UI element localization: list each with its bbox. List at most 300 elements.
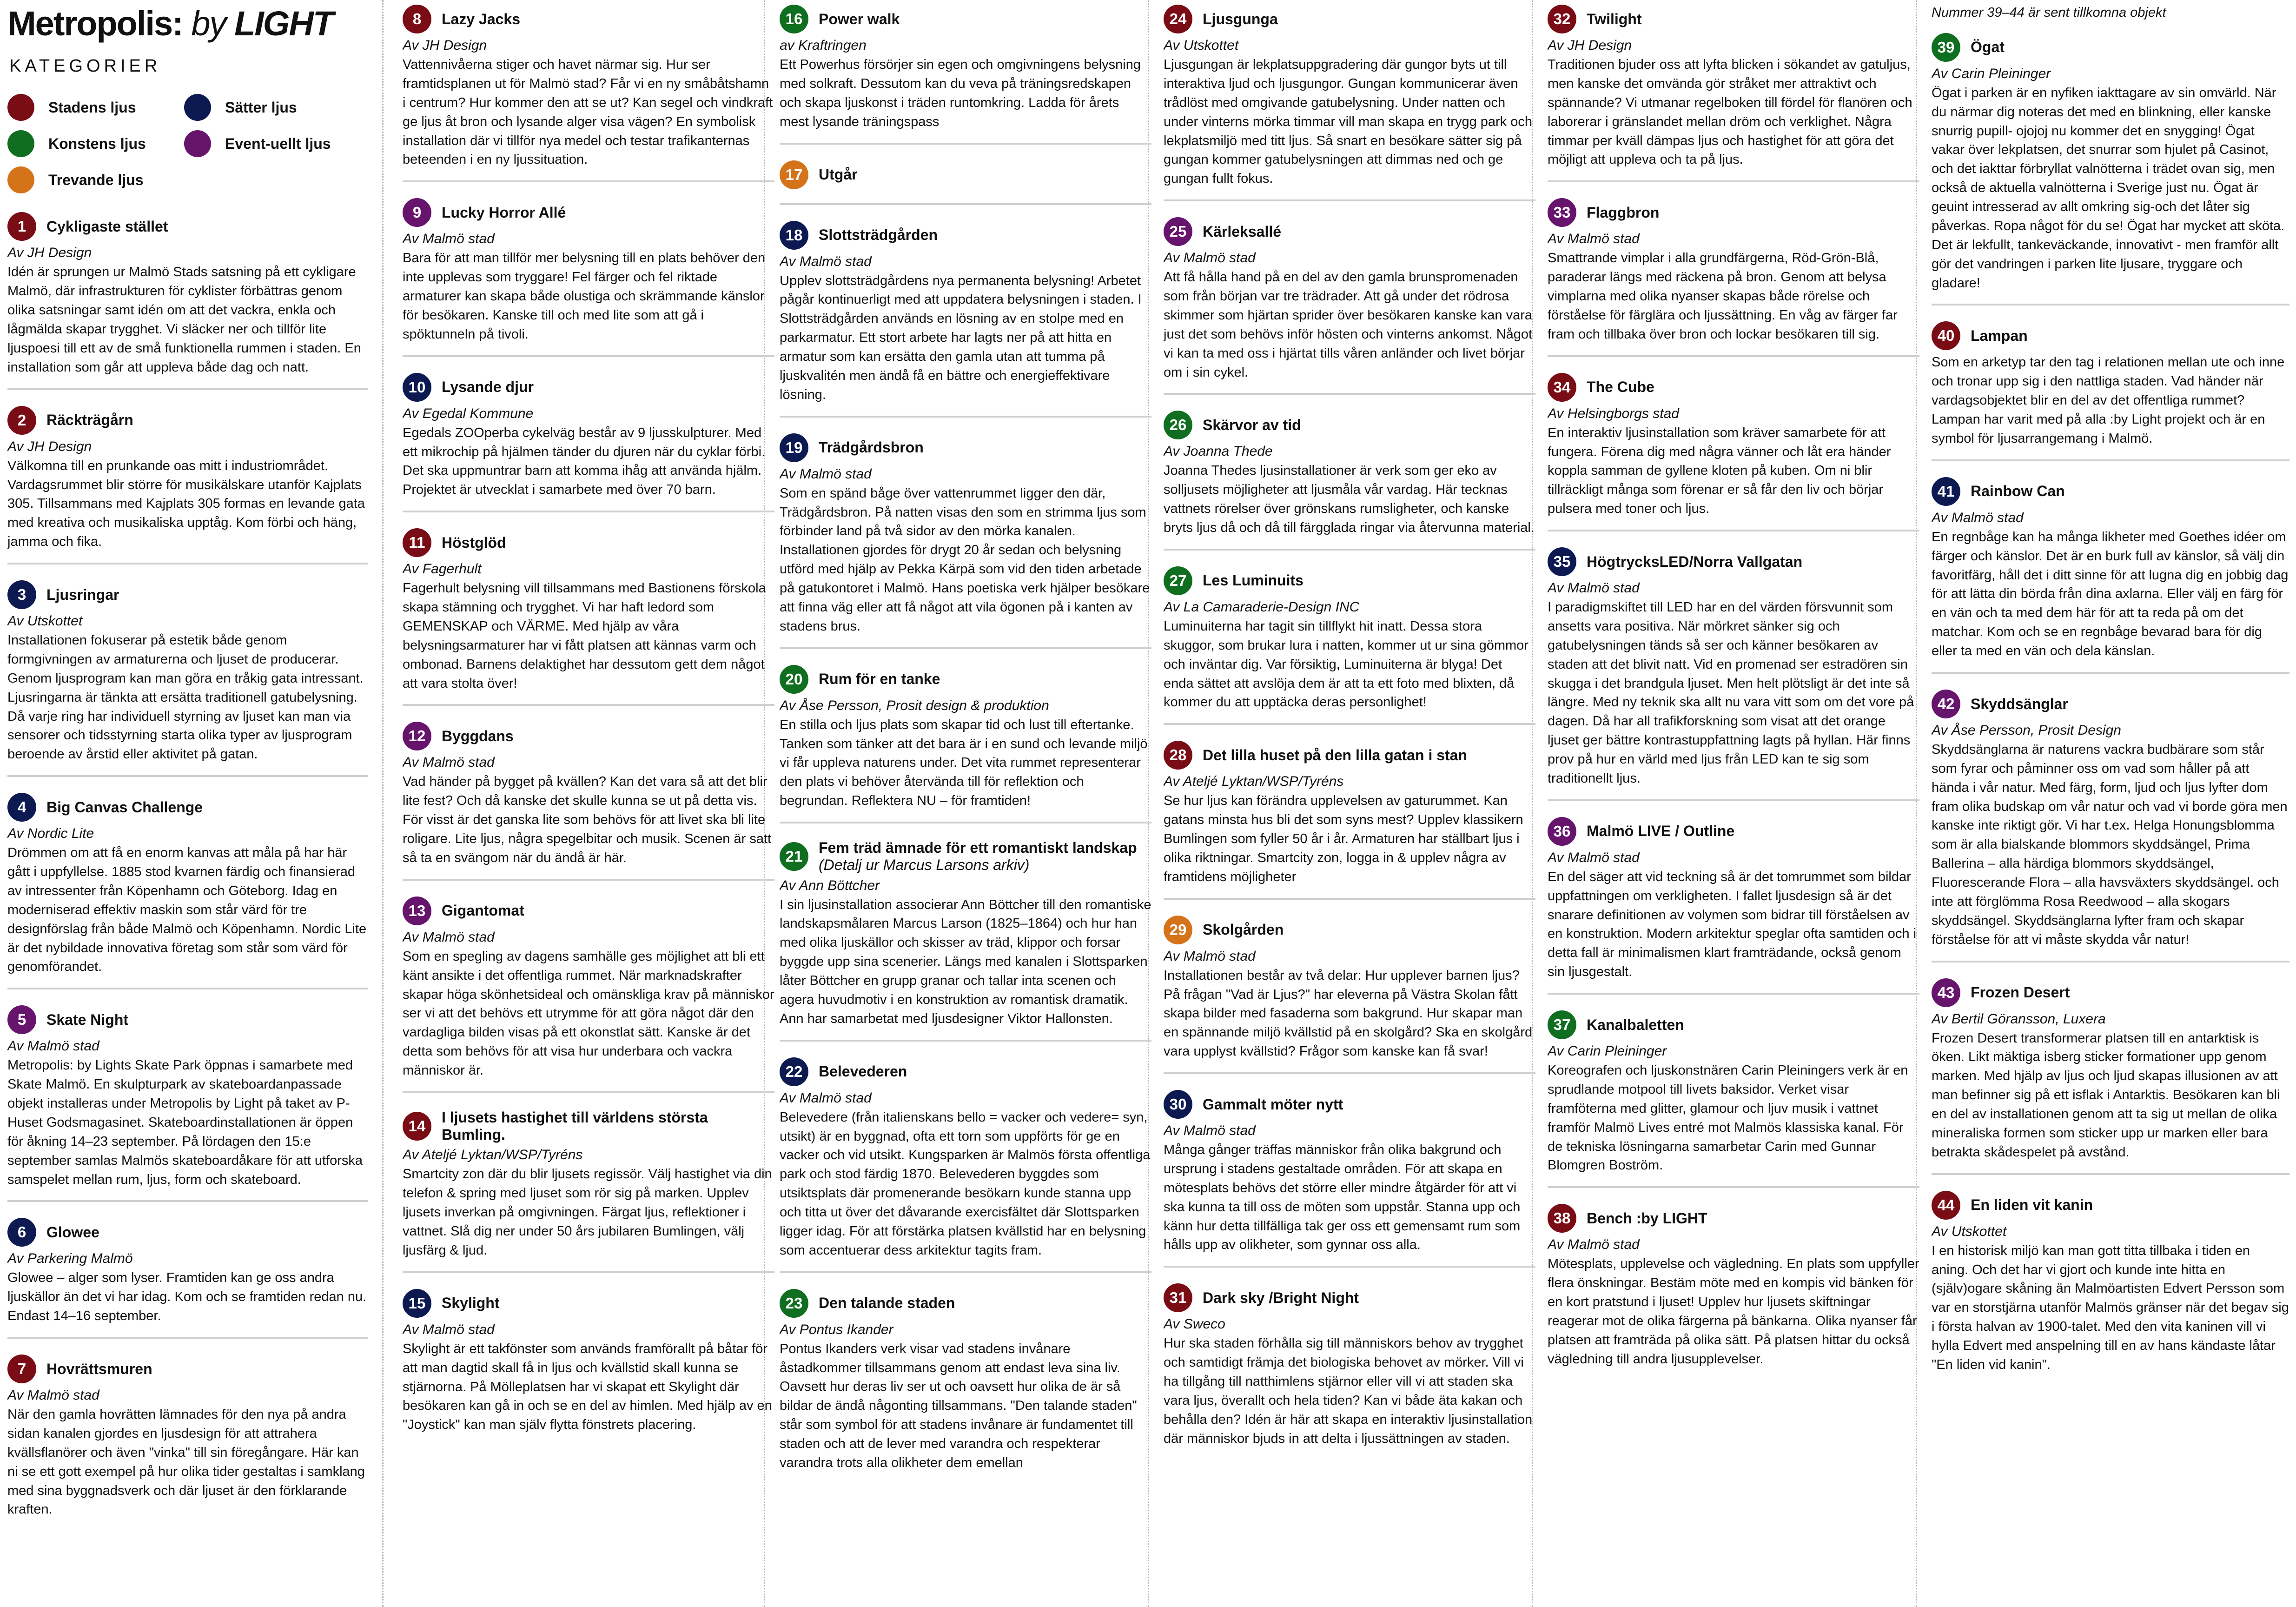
column-2 bbox=[403, 5, 774, 1604]
category-dot-icon bbox=[7, 130, 34, 157]
legend-item-satter bbox=[184, 94, 361, 121]
entry-number-badge: 6 bbox=[7, 1218, 36, 1247]
entry-text: Ögat i parken är en nyfiken iakttagare av sin omvärld. När du närmar dig noteras det med en blinkning, eller kanske snurrig pupill- ojojoj nu kommer det en snygging! Ögat vakar över lekplatsen, det snurrar som hjulet på Casinot, och det iakttar förbryllat valnötterna i trädet ovan sig, men också de aktuella valnötterna i Sverige just nu. Ögat är geuint intresserad av allt omkring sig-och det låter sig påverkas. Ropa något för du se! Ögat har mycket att sköta. Det är lekfullt, tankeväckande, innovativt - men framför allt gör det vandringen i parken lite ljusare, tryggare och gladare! bbox=[1932, 85, 2285, 291]
entry-number-badge: 21 bbox=[780, 842, 808, 871]
entry-number-badge: 27 bbox=[1164, 566, 1192, 595]
entry-title-text: Ljusringar bbox=[46, 586, 119, 603]
entry-title bbox=[442, 902, 524, 919]
entry-text: Drömmen om att få en enorm kanvas att måla på har här gått i uppfyllelse. 1885 stod kvarnen färdig och finansierad av intressenter från Köpenhamn och Göteborg. Idag en moderniserad effektiv maskin som står värd för tre designförslag från både Malmö och Köpenhamn. Nordic Lite är det nybildade innovativa företag som står som värd för genomförandet. bbox=[7, 845, 367, 975]
entry-title-text: Lysande djur bbox=[442, 379, 534, 396]
entry-title-text: Utgår bbox=[819, 166, 858, 183]
entry-author: Av Malmö stad bbox=[403, 231, 495, 247]
entry-author: Av Bertil Göransson, Luxera bbox=[1932, 1011, 2106, 1027]
entry-19 bbox=[780, 433, 1151, 649]
entry-text: Frozen Desert transformerar platsen till en antarktisk is öken. Likt mäktiga isberg sticker formationer upp genom marken. Med hjälp av ljus och ljud skapas illusionen av att man befinner sig på ett isflak i Antarktis. Besökaren kan bli en del av installationen genom att ta sig ut mellan de olika mineraliska formen som sticker upp ur marken eller bara betrakta skådespelet på avstånd. bbox=[1932, 1030, 2280, 1160]
category-dot-icon bbox=[184, 94, 211, 121]
categories-heading: KATEGORIER bbox=[9, 56, 161, 76]
entry-text: Joanna Thedes ljusinstallationer är verk som ger eko av solljusets möjligheter att ljusmåla vår vardag. Här tecknas vattnets rörelser över grönskans rumsligheter, och kanske bryts ljus då och då till färgglada ringar via återvunna material. bbox=[1164, 463, 1535, 535]
entry-number-badge: 12 bbox=[403, 722, 431, 750]
entry-number-badge: 15 bbox=[403, 1289, 431, 1318]
entry-number-badge: 42 bbox=[1932, 690, 1960, 718]
entry-list bbox=[780, 5, 1151, 1484]
entry-author: Av Sweco bbox=[1164, 1316, 1225, 1332]
legend-label: Stadens ljus bbox=[48, 99, 136, 116]
entry-text: Egedals ZOOperba cykelväg består av 9 ljusskulpturer. Med ett mikrochip på hjälmen tänder du djuren när du cyklar förbi. Det ska uppmuntrar barn att komma ihåg att använda hjälm. Projektet är utvecklat i samarbete med över 70 barn. bbox=[403, 425, 766, 498]
entry-number-badge: 39 bbox=[1932, 33, 1960, 62]
entry-header bbox=[1548, 817, 1919, 846]
entry-title bbox=[1971, 984, 2070, 1001]
entry-author: Av Utskottet bbox=[1932, 1223, 2007, 1239]
entry-31 bbox=[1164, 1283, 1535, 1459]
entry-author: Av JH Design bbox=[403, 38, 487, 53]
late-entries-note: Nummer 39–44 är sent tillkomna objekt bbox=[1932, 5, 2166, 20]
entry-title-text: Lampan bbox=[1971, 327, 2028, 345]
entry-title-text: Skärvor av tid bbox=[1203, 416, 1301, 433]
entry-number-badge: 43 bbox=[1932, 978, 1960, 1007]
entry-header bbox=[7, 793, 368, 822]
entry-text: Välkomna till en prunkande oas mitt i industriområdet. Vardagsrummet blir större för musikälskare utanför Kajplats 305. Tillsammans med Kajplats 305 formas en levande gata med kreativa och musikaliska upptåg. Kom förbi och häng, jamma och fika. bbox=[7, 458, 365, 550]
entry-title bbox=[1971, 327, 2028, 345]
entry-title bbox=[1971, 1196, 2093, 1214]
entry-41 bbox=[1932, 477, 2289, 674]
entry-28 bbox=[1164, 741, 1535, 899]
entry-author: Av Ateljé Lyktan/WSP/Tyréns bbox=[1164, 774, 1344, 790]
entry-header bbox=[1548, 198, 1919, 227]
entry-author: Av JH Design bbox=[7, 438, 92, 454]
entry-title-text: I ljusets hastighet till världens största Bumling. bbox=[442, 1109, 708, 1143]
entry-2 bbox=[7, 406, 368, 564]
entry-6 bbox=[7, 1218, 368, 1339]
entry-title-text: Skylight bbox=[442, 1295, 500, 1312]
entry-title bbox=[1587, 1210, 1707, 1227]
entry-14 bbox=[403, 1109, 774, 1273]
entry-author: Av Malmö stad bbox=[403, 929, 495, 945]
entry-title-text: Skate Night bbox=[46, 1011, 129, 1028]
entry-header bbox=[7, 1355, 368, 1383]
entry-author: Av Nordic Lite bbox=[7, 826, 94, 842]
column-divider bbox=[382, 0, 384, 1607]
entry-author: Av Malmö stad bbox=[1164, 250, 1256, 266]
entry-title-text: Flaggbron bbox=[1587, 204, 1660, 221]
entry-title-text: Gigantomat bbox=[442, 902, 524, 919]
column-6 bbox=[1932, 5, 2289, 1604]
entry-text: Metropolis: by Lights Skate Park öppnas i samarbete med Skate Malmö. En skulpturpark av skateboardanpassade objekt installeras under Metropolis by Light på taket av P-Huset Godsmagasinet. Skateboardinstallationen är öppen för åkning 14–23 september. På lördagen den 15:e september samlas Malmös skateboardåkare för att utforska samspelet mellan rum, ljus, form och skateboard. bbox=[7, 1058, 363, 1187]
entry-title-text: Rainbow Can bbox=[1971, 483, 2065, 500]
entry-author: Av Malmö stad bbox=[1164, 948, 1256, 964]
entry-text: En stilla och ljus plats som skapar tid och lust till eftertanke. Tanken som tänker att det bara är i en sund och levande miljö vi får uppleva naturens under. Det vita rummet representerar den plats vi behöver återvända till för reflektion och begrundan. Reflektera NU – för framtiden! bbox=[780, 717, 1148, 809]
entry-title bbox=[1203, 1289, 1359, 1307]
entry-header bbox=[7, 1218, 368, 1247]
legend-item-trevande bbox=[7, 166, 184, 193]
entry-header bbox=[1932, 321, 2289, 350]
entry-number-badge: 5 bbox=[7, 1005, 36, 1034]
entry-text: En regnbåge kan ha många likheter med Goethes idéer om färger och känslor. Det är en burk full av känslor, så välj din favoritfärg, håll det i ditt sinne för att lugna dig en jobbig dag för att lätta din börda från dina axlarna. Eller välj en färg för en vän och ta med dem här för att ta reda på om det matchar. Kom och se en regnbåge bevarad bara för dig eller ta med en vän och dela känslan. bbox=[1932, 529, 2289, 659]
entry-header bbox=[7, 212, 368, 241]
entry-number-badge: 17 bbox=[780, 160, 808, 189]
entry-header bbox=[1932, 690, 2289, 718]
entry-25 bbox=[1164, 217, 1535, 395]
entry-title-text: Ögat bbox=[1971, 39, 2005, 56]
entry-number-badge: 4 bbox=[7, 793, 36, 822]
entry-title bbox=[46, 799, 203, 816]
entry-4 bbox=[7, 793, 368, 989]
entry-header bbox=[1932, 33, 2289, 62]
entry-title bbox=[1587, 204, 1659, 221]
legend-label: Event-uellt ljus bbox=[225, 135, 331, 152]
column-3 bbox=[780, 5, 1151, 1604]
entry-header bbox=[403, 722, 774, 750]
entry-header bbox=[1932, 477, 2289, 506]
entry-9 bbox=[403, 198, 774, 357]
entry-37 bbox=[1548, 1010, 1919, 1188]
entry-title bbox=[46, 218, 168, 235]
entry-text: Smartcity zon där du blir ljusets regissör. Välj hastighet via din telefon & spring med ljuset som rör sig på marken. Upplev ljusets inverkan på omgivningen. Färgat ljus, reflektioner i vattnet. Slå dig ner under 50 års jubilaren Bumlingen, välj ljusfärg & ljud. bbox=[403, 1167, 772, 1258]
entry-list bbox=[1932, 33, 2289, 1386]
entry-author: Av Malmö stad bbox=[1548, 580, 1640, 596]
entry-title-note: (Detalj ur Marcus Larsons arkiv) bbox=[819, 856, 1030, 873]
entry-header bbox=[1164, 1090, 1535, 1119]
entry-header bbox=[7, 580, 368, 609]
entry-text: Skylight är ett takfönster som används framförallt på båtar för att man dagtid skall få in ljus och kvällstid skall kunna se stjärnorna. På Mölleplatsen har vi skapat ett Skylight där besökaren kan gå in och se en del av himlen. Med hjälp av en "Joystick" kan man själv flytta fönstrets placering. bbox=[403, 1341, 772, 1433]
entry-text: Som en spänd båge över vattenrummet ligger den där, Trädgårdsbron. På natten visas den som en strimma ljus som förbinder land på två sidor av den mörka kanalen. Installationen gjordes för drygt 20 år sedan och belysning utförd med hjälp av Pekka Kärpä som vid den tiden arbetade på gatukontoret i Malmö. Hans poetiska verk hjälper besökare att finna väg eller att få något att vila ögonen på i kanten av stadens brus. bbox=[780, 485, 1150, 634]
entry-header bbox=[403, 896, 774, 925]
entry-title bbox=[442, 1109, 774, 1143]
entry-number-badge: 35 bbox=[1548, 547, 1576, 576]
entry-author: Av Åse Persson, Prosit design & produktion bbox=[780, 697, 1049, 713]
entry-number-badge: 32 bbox=[1548, 5, 1576, 33]
entry-title-text: Rum för en tanke bbox=[819, 671, 940, 688]
entry-author: Av Pontus Ikander bbox=[780, 1321, 893, 1337]
entry-number-badge: 38 bbox=[1548, 1204, 1576, 1233]
brand-by: by bbox=[191, 5, 226, 43]
entry-title-text: Höstglöd bbox=[442, 534, 506, 551]
entry-40 bbox=[1932, 321, 2289, 461]
entry-author: Av Malmö stad bbox=[1932, 510, 2024, 525]
entry-11 bbox=[403, 528, 774, 706]
entry-number-badge: 9 bbox=[403, 198, 431, 227]
entry-text: Hur ska staden förhålla sig till människors behov av trygghet och samtidigt främja det biologiska behovet av mörker. Vill vi ha tillgång till natthimlens stjärnor eller vill vi att staden ska vara ljus, överallt och hela tiden? Kan vi både äta kakan och behålla den? Idén är här att skapa en interaktiv ljusinstallation där människor bjuds in att delta i ljussättningen av staden. bbox=[1164, 1336, 1533, 1446]
entry-title bbox=[442, 204, 566, 221]
entry-title-text: Skyddsänglar bbox=[1971, 695, 2068, 712]
entry-text: Glowee – alger som lyser. Framtiden kan ge oss andra ljuskällor än det vi har idag. Kom och se framtiden redan nu. Endast 14–16 september. bbox=[7, 1270, 367, 1324]
entry-text: Installationen består av två delar: Hur upplever barnen ljus? På frågan "Vad är Ljus?" har eleverna på Västra Skolan fått skapa bilder med fasaderna som bakgrund. Hur skapar man en spännande miljö kvällstid på en skolgård? Ska en skolgård vara upplyst kvällstid? Frågor som kanske kan få svar! bbox=[1164, 968, 1533, 1059]
entry-text: Smattrande vimplar i alla grundfärgerna, Röd-Grön-Blå, paraderar längs med räckena på bron. Genom att belysa vimplarna med olika nyanser skapas både rörelse och förståelse för färglära och ljussättning. En våg av färger far fram och tillbaka över bron och lockar besökaren till sig. bbox=[1548, 251, 1898, 342]
entry-author: Av Malmö stad bbox=[7, 1038, 99, 1054]
entry-title bbox=[819, 671, 940, 688]
entry-author: Av Utskottet bbox=[1164, 38, 1239, 53]
entry-13 bbox=[403, 896, 774, 1093]
entry-title-text: Cykligaste stället bbox=[46, 218, 168, 235]
entry-title-text: Belevederen bbox=[819, 1063, 907, 1080]
entry-title-text: Gammalt möter nytt bbox=[1203, 1096, 1343, 1113]
entry-text: I sin ljusinstallation associerar Ann Böttcher till den romantiske landskapsmålaren Marcus Larson (1825–1864) och hur han med olika ljuskällor och skisser av träd, klippor och forsar byggde upp sina scenerier. Längs med kanalen i Slottsparken låter Böttcher en grupp granar och tallar inta scenen och agera huvudmotiv i en konstruktion av romantisk dramatik. Ann har samarbetat med ljusdesigner Viktor Hallonsten. bbox=[780, 897, 1151, 1026]
entry-title bbox=[1203, 11, 1278, 28]
entry-author: Av Malmö stad bbox=[1548, 1237, 1640, 1253]
entry-title bbox=[1203, 1096, 1343, 1113]
entry-number-badge: 25 bbox=[1164, 217, 1192, 246]
entry-author: Av Malmö stad bbox=[1548, 850, 1640, 865]
entry-title bbox=[1203, 572, 1303, 589]
entry-header bbox=[780, 433, 1151, 462]
entry-text: Belevedere (från italienskans bello = vacker och vedere= syn, utsikt) är en byggnad, ofta ett torn som uppförts för ge en vacker och vid utsikt. Kungsparken är Malmös första offentliga park och stod färdig 1870. Belevederen byggdes som utsiktsplats där promenerande besökarn kunde stanna upp och titta ut över det dåvarande exercisfältet där Slottsparken ligger idag. För att förstärka platsen kvällstid har en belysning som accentuerar dess arkitektur tagits fram. bbox=[780, 1109, 1151, 1258]
entry-26 bbox=[1164, 411, 1535, 551]
entry-header bbox=[1164, 411, 1535, 439]
entry-title bbox=[819, 1295, 955, 1312]
entry-number-badge: 33 bbox=[1548, 198, 1576, 227]
entry-35 bbox=[1548, 547, 1919, 801]
entry-title-text: Ljusgunga bbox=[1203, 10, 1278, 27]
entry-number-badge: 10 bbox=[403, 373, 431, 402]
entry-number-badge: 14 bbox=[403, 1112, 431, 1141]
entry-author: Av La Camaraderie-Design INC bbox=[1164, 599, 1360, 615]
entry-text: En interaktiv ljusinstallation som kräver samarbete för att fungera. Förena dig med några vänner och låt era händer koppla samman de gyllene kloten på kuben. Om ni blir tillräckligt många som förenar er så får den liv och börjar pulsera med toner och ljus. bbox=[1548, 425, 1891, 517]
entry-text: Upplev slottsträdgårdens nya permanenta belysning! Arbetet pågår kontinuerligt med att uppdatera belysningen i staden. I Slottsträdgården används en lösning av en stolpe med en parkarmatur. Ett stort arbete har lagts ner på att hitta en armatur som kan ersätta den gamla utan att tumma på ljuskvalitén men ändå få en bättre och energieffektivare lösning. bbox=[780, 273, 1142, 402]
entry-title-text: Twilight bbox=[1587, 10, 1642, 27]
entry-title bbox=[1587, 823, 1734, 840]
entry-title-text: Lazy Jacks bbox=[442, 10, 521, 27]
brand-title bbox=[7, 5, 368, 42]
entry-header bbox=[1164, 5, 1535, 33]
entry-title bbox=[442, 728, 514, 745]
entry-author: Av Malmö stad bbox=[7, 1388, 99, 1403]
entry-text: Traditionen bjuder oss att lyfta blicken i sökandet av gatuljus, men kanske det omvända gör stråket mer attraktivt och spännande? Vi utmanar regelboken till fördel för flanören och laborerar i gränslandet mellan dröm och verklighet. Några timmar per kväll dämpas ljus och hastighet för att göra det möjligt att uppleva och ta på ljus. bbox=[1548, 57, 1912, 167]
entry-32 bbox=[1548, 5, 1919, 182]
entry-title-text: Slottsträdgården bbox=[819, 226, 938, 244]
entry-author: Av Ann Böttcher bbox=[780, 877, 880, 893]
entry-title-text: Kärleksallé bbox=[1203, 223, 1282, 240]
entry-header bbox=[7, 1005, 368, 1034]
entry-author: Av Parkering Malmö bbox=[7, 1251, 133, 1267]
entry-15 bbox=[403, 1289, 774, 1446]
entry-header bbox=[780, 221, 1151, 250]
entry-header bbox=[403, 373, 774, 402]
entry-21 bbox=[780, 839, 1151, 1042]
entry-title bbox=[1203, 417, 1301, 434]
entry-38 bbox=[1548, 1204, 1919, 1380]
entry-text: Idén är sprungen ur Malmö Stads satsning på ett cykligare Malmö, där infrastrukturen för cyklister förbättras genom olika satsningar samt idén om att det vackra, enkla och lågmälda skapar trygghet. Vi släcker ner och tillför lite ljuspoesi till ett av de små funktionella rummen i staden. En installation som går att uppleva både dag och natt. bbox=[7, 265, 361, 375]
entry-header bbox=[403, 5, 774, 33]
entry-title-text: Fem träd ämnade för ett romantiskt landskap bbox=[819, 839, 1137, 856]
entry-header bbox=[780, 665, 1151, 694]
entry-title-text: Big Canvas Challenge bbox=[46, 798, 203, 816]
entry-author: Av Malmö stad bbox=[1548, 231, 1640, 247]
entry-number-badge: 28 bbox=[1164, 741, 1192, 770]
category-dot-icon bbox=[7, 166, 34, 193]
entry-title bbox=[1587, 553, 1802, 571]
entry-list bbox=[7, 212, 368, 1530]
entry-author: Av Helsingborgs stad bbox=[1548, 405, 1679, 421]
entry-header bbox=[403, 528, 774, 557]
entry-header bbox=[780, 839, 1151, 874]
entry-header bbox=[7, 406, 368, 435]
entry-title-text: Räckträgårn bbox=[46, 412, 133, 429]
entry-number-badge: 36 bbox=[1548, 817, 1576, 846]
entry-text: Vad händer på bygget på kvällen? Kan det vara så att det blir lite fest? Och då kanske det skulle kunna se ut på detta vis. För visst är det ganska lite som behövs för att livet ska bli lite roligare. Lite ljus, några spegelbitar och musik. Scenen är satt så ta en svängom när du ändå är här. bbox=[403, 774, 772, 865]
entry-text: En del säger att vid teckning så är det tomrummet som bildar uppfattningen om verkligheten. I fallet ljusdesign så är det snarare definitionen av volymen som bidrar till förståelsen av en konstruktion. Modern arkitektur speglar ofta samtiden och i detta fall är minimalismen klart framträdande, också genom sin ljusgestalt. bbox=[1548, 869, 1917, 980]
entry-title-text: Lucky Horror Allé bbox=[442, 204, 566, 221]
entry-title bbox=[1971, 483, 2065, 500]
entry-17 bbox=[780, 160, 1151, 205]
entry-header bbox=[1548, 1010, 1919, 1039]
entry-text: Som en arketyp tar den tag i relationen mellan ute och inne och tronar upp sig i den nattliga staden. Vad händer när vardagsobjektet blir en del av det offentliga rummet? Lampan har varit med på alla :by Light projekt och är en symbol för ljusarrangemang i Malmö. bbox=[1932, 355, 2285, 446]
entry-author: Av Ateljé Lyktan/WSP/Tyréns bbox=[403, 1147, 583, 1163]
entry-title-text: Bench :by LIGHT bbox=[1587, 1209, 1707, 1227]
entry-number-badge: 22 bbox=[780, 1057, 808, 1086]
entry-title bbox=[1203, 921, 1284, 938]
entry-author: Av Malmö stad bbox=[780, 253, 872, 269]
entry-5 bbox=[7, 1005, 368, 1202]
entry-33 bbox=[1548, 198, 1919, 357]
entry-number-badge: 41 bbox=[1932, 477, 1960, 506]
entry-8 bbox=[403, 5, 774, 182]
entry-author: Av Malmö stad bbox=[780, 1090, 872, 1106]
entry-12 bbox=[403, 722, 774, 880]
column-4 bbox=[1164, 5, 1535, 1604]
entry-title bbox=[46, 1361, 152, 1378]
entry-header bbox=[780, 160, 1151, 189]
entry-header bbox=[1164, 916, 1535, 944]
entry-number-badge: 2 bbox=[7, 406, 36, 435]
entry-7 bbox=[7, 1355, 368, 1530]
entry-text: Pontus Ikanders verk visar vad stadens invånare åstadkommer tillsammans genom att endast leva sina liv. Oavsett hur deras liv ser ut och oavsett hur olika de är så bildar de ändå någonting tillsammans. "Den talande staden" står som symbol för att stadens invånare är fundamentet till staden och att de lever med varandra och respekterar varandra trots alla olikheter dem emellan bbox=[780, 1341, 1137, 1470]
entry-author: Av Fagerhult bbox=[403, 561, 482, 577]
entry-number-badge: 8 bbox=[403, 5, 431, 33]
entry-header bbox=[780, 5, 1151, 33]
entry-header bbox=[1548, 373, 1919, 402]
entry-number-badge: 24 bbox=[1164, 5, 1192, 33]
entry-24 bbox=[1164, 5, 1535, 201]
entry-title-text: Den talande staden bbox=[819, 1295, 955, 1312]
entry-title-text: Det lilla huset på den lilla gatan i stan bbox=[1203, 746, 1468, 764]
entry-title-text: The Cube bbox=[1587, 379, 1654, 396]
legend-label: Sätter ljus bbox=[225, 99, 297, 116]
entry-number-badge: 13 bbox=[403, 896, 431, 925]
entry-title bbox=[442, 379, 534, 396]
entry-author: Av Joanna Thede bbox=[1164, 444, 1273, 459]
entry-30 bbox=[1164, 1090, 1535, 1268]
legend-label: Konstens ljus bbox=[48, 135, 146, 152]
entry-22 bbox=[780, 1057, 1151, 1273]
brand-light: LIGHT bbox=[234, 5, 333, 43]
entry-title bbox=[1971, 696, 2068, 713]
entry-number-badge: 11 bbox=[403, 528, 431, 557]
entry-title bbox=[1587, 11, 1641, 28]
entry-title bbox=[1203, 223, 1281, 240]
entry-18 bbox=[780, 221, 1151, 418]
entry-3 bbox=[7, 580, 368, 777]
entry-text: Att få hålla hand på en del av den gamla brunspromenaden som från början var tre trädrader. Att gå under det rödrosa skimmer som hjärtan sprider över besökaren kanske kan vara just det som behövs inför hösten och vinterns ankomst. Något vi kan ta med oss i hjärtat tills våren anländer och livet börjar om i sin cykel. bbox=[1164, 270, 1533, 380]
entry-27 bbox=[1164, 566, 1535, 725]
entry-23 bbox=[780, 1289, 1151, 1484]
category-dot-icon bbox=[7, 94, 34, 121]
entry-1 bbox=[7, 212, 368, 390]
entry-header bbox=[403, 198, 774, 227]
entry-number-badge: 34 bbox=[1548, 373, 1576, 402]
entry-42 bbox=[1932, 690, 2289, 963]
entry-author: Av Carin Pleininger bbox=[1932, 66, 2051, 81]
entry-36 bbox=[1548, 817, 1919, 995]
legend-item-konstens bbox=[7, 130, 184, 157]
entry-title bbox=[819, 839, 1151, 874]
entry-header bbox=[1164, 217, 1535, 246]
entry-title-text: Dark sky /Bright Night bbox=[1203, 1289, 1359, 1306]
entry-number-badge: 7 bbox=[7, 1355, 36, 1383]
category-legend bbox=[7, 94, 368, 193]
entry-title bbox=[1587, 1016, 1684, 1034]
entry-39 bbox=[1932, 33, 2289, 306]
entry-author: Av Malmö stad bbox=[403, 755, 495, 770]
entry-author: Av Malmö stad bbox=[403, 1321, 495, 1337]
entry-text: Vattennivåerna stiger och havet närmar sig. Hur ser framtidsplanen ut för Malmö stad? Får vi en ny småbåtshamn i centrum? Hur kommer den att se ut? Kan segel och vindkraft ge ljus åt bron och lysande alger visa vägen? En symbolisk installation där vi tillför nya medel och testar trafikanternas beteenden i en ny ljussituation. bbox=[403, 57, 773, 167]
entry-title-text: Byggdans bbox=[442, 727, 514, 744]
column-5 bbox=[1548, 5, 1919, 1604]
entry-header bbox=[1932, 978, 2289, 1007]
entry-author: Av Malmö stad bbox=[1164, 1123, 1256, 1138]
entry-title-text: En liden vit kanin bbox=[1971, 1196, 2093, 1214]
entry-number-badge: 31 bbox=[1164, 1283, 1192, 1312]
entry-title bbox=[442, 11, 520, 28]
entry-text: Många gånger träffas människor från olika bakgrund och ursprung i stadens gestaltade områden. För att skapa en mötesplats behövs det större eller mindre åtgärder för att vi ska kunna ta till oss de möten som uppstår. Stanna upp och känn hur detta tillfälliga tak ger oss ett gemensamt rum som hålls upp av olikheter, som gynnar oss alla. bbox=[1164, 1142, 1521, 1253]
entry-number-badge: 18 bbox=[780, 221, 808, 250]
entry-43 bbox=[1932, 978, 2289, 1175]
entry-number-badge: 20 bbox=[780, 665, 808, 694]
entry-text: När den gamla hovrätten lämnades för den nya på andra sidan kanalen gjordes en ljusdesign för att attrahera kvällsflanörer och även "vinka" till sin föregångare. Här kan ni se ett gott exempel på hur olika tider gestaltas i samklang med sina byggnadsverk och där ljuset är den förklarande kraften. bbox=[7, 1407, 365, 1517]
entry-number-badge: 26 bbox=[1164, 411, 1192, 439]
entry-title bbox=[819, 439, 924, 456]
entry-author: Av JH Design bbox=[1548, 38, 1632, 53]
entry-number-badge: 30 bbox=[1164, 1090, 1192, 1119]
entry-title bbox=[1587, 379, 1654, 396]
entry-header bbox=[1932, 1191, 2289, 1220]
entry-header bbox=[1548, 547, 1919, 576]
entry-text: Ljusgungan är lekplatsuppgradering där gungor byts ut till interaktiva ljud och ljusgungor. Gungan kommunicerar även trådlöst med omgivande gatubelysning. Under natten och under vinterns mörka timmar vill man skapa en trygg park och lekplatsmiljö med titt ljus. Så snart en besökare sätter sig på gungan kommer gatubelysningen att dimmas ned och ge gungan fullt fokus. bbox=[1164, 57, 1532, 186]
entry-author: Av Åse Persson, Prosit Design bbox=[1932, 722, 2121, 738]
entry-author: Av JH Design bbox=[7, 245, 92, 261]
entry-title-text: Hovrättsmuren bbox=[46, 1360, 152, 1377]
entry-text: I en historisk miljö kan man gott titta tillbaka i tiden en aning. Och det har vi gjort och kunde inte hitta en (själv)ogare skåning än Malmöartisten Edvert Persson som var en storstjärna utanför Malmös gränser när det begav sig i första halvan av 1900-talet. Med den vita kaninen vill vi hylla Edvert med anspelning till en av hans kändaste låtar "En liden vid kanin". bbox=[1932, 1243, 2289, 1372]
entry-author: Av Egedal Kommune bbox=[403, 405, 534, 421]
entry-34 bbox=[1548, 373, 1919, 531]
entry-header bbox=[1164, 566, 1535, 595]
entry-title bbox=[46, 412, 133, 429]
entry-text: Ett Powerhus försörjer sin egen och omgivningens belysning med solkraft. Dessutom kan du veva på träningsredskapen och skapa ljuskonst i träden runtomkring. Ladda för årets mest lysande träningspass bbox=[780, 57, 1141, 129]
entry-header bbox=[403, 1289, 774, 1318]
entry-title bbox=[46, 1011, 128, 1029]
entry-text: Fagerhult belysning vill tillsammans med Bastionens förskola skapa stämning och trygghet. Vi har haft ledord som GEMENSKAP och VÄRME. Med hjälp av våra belysningsarmaturer har vi fått platsen att kännas varm och ombonad. Barnens delaktighet har dessutom gett dem något att vara stolta över! bbox=[403, 581, 766, 691]
entry-text: Skyddsänglarna är naturens vackra budbärare som står som fyrar och påminner oss om vad som håller på att hända i vår natur. Med färg, form, ljud och ljus lyfter dom fram olika budskap om vår natur och vad vi borde göra men kanske inte riktigt gör. Vi har t.ex. Helga Honungsblomma som är alla bialskande blommors skyddsängel, Prima Ballerina – alla härdiga blommors skyddsängel, Fluorescerande Flora – alla havsväxters skyddsängel. och inte att förglömma Rosa Reedwood – alla skogars skyddsängel. Skyddsänglarna lyfter fram och skapar förståelse för att vi måste skydda vår natur! bbox=[1932, 742, 2288, 947]
entry-10 bbox=[403, 373, 774, 513]
entry-author: av Kraftringen bbox=[780, 38, 867, 53]
entry-number-badge: 19 bbox=[780, 433, 808, 462]
entry-title bbox=[1971, 39, 2005, 56]
entry-author: Av Carin Pleininger bbox=[1548, 1043, 1667, 1059]
entry-number-badge: 40 bbox=[1932, 321, 1960, 350]
entry-text: Koreografen och ljuskonstnären Carin Pleiningers verk är en sprudlande motpool till livets baksidor. Verket visar framföterna med glitter, glamour och ljuv musik i vattnet framför Malmö Lives entré mot Malmös klassiska kanal. För de tekniska lösningarna samarbetar Carin med Gunnar Blomgren Boström. bbox=[1548, 1063, 1908, 1173]
legend-item-stadens bbox=[7, 94, 184, 121]
entry-number-badge: 29 bbox=[1164, 916, 1192, 944]
entry-title-text: Kanalbaletten bbox=[1587, 1016, 1684, 1033]
entry-number-badge: 1 bbox=[7, 212, 36, 241]
entry-number-badge: 44 bbox=[1932, 1191, 1960, 1220]
entry-text: Installationen fokuserar på estetik både genom formgivningen av armaturerna och ljuset de producerar. Genom ljusprogram kan man göra en tråkig gata intressant. Ljusringarna är tänkta att ersätta traditionell gatubelysning. Då varje ring har individuell styrning av ljuset kan man via sensorer och tidsstyrning starta olika typer av ljusprogram beroende av årstid eller aktivitet på gatan. bbox=[7, 633, 364, 762]
legend-label: Trevande ljus bbox=[48, 171, 144, 188]
entry-title bbox=[46, 1224, 99, 1241]
entry-number-badge: 23 bbox=[780, 1289, 808, 1318]
entry-text: Se hur ljus kan förändra upplevelsen av gaturummet. Kan gatans minsta hus bli det som syns mest? Upplev klassikern Bumlingen som fyller 50 år i år. Armaturen har ställbart ljus i olika riktningar. Smartcity zon, logga in & upplev några av framtidens möjligheter bbox=[1164, 793, 1523, 884]
entry-title-text: Frozen Desert bbox=[1971, 984, 2070, 1001]
entry-title bbox=[1203, 747, 1467, 764]
entry-title bbox=[819, 166, 858, 183]
